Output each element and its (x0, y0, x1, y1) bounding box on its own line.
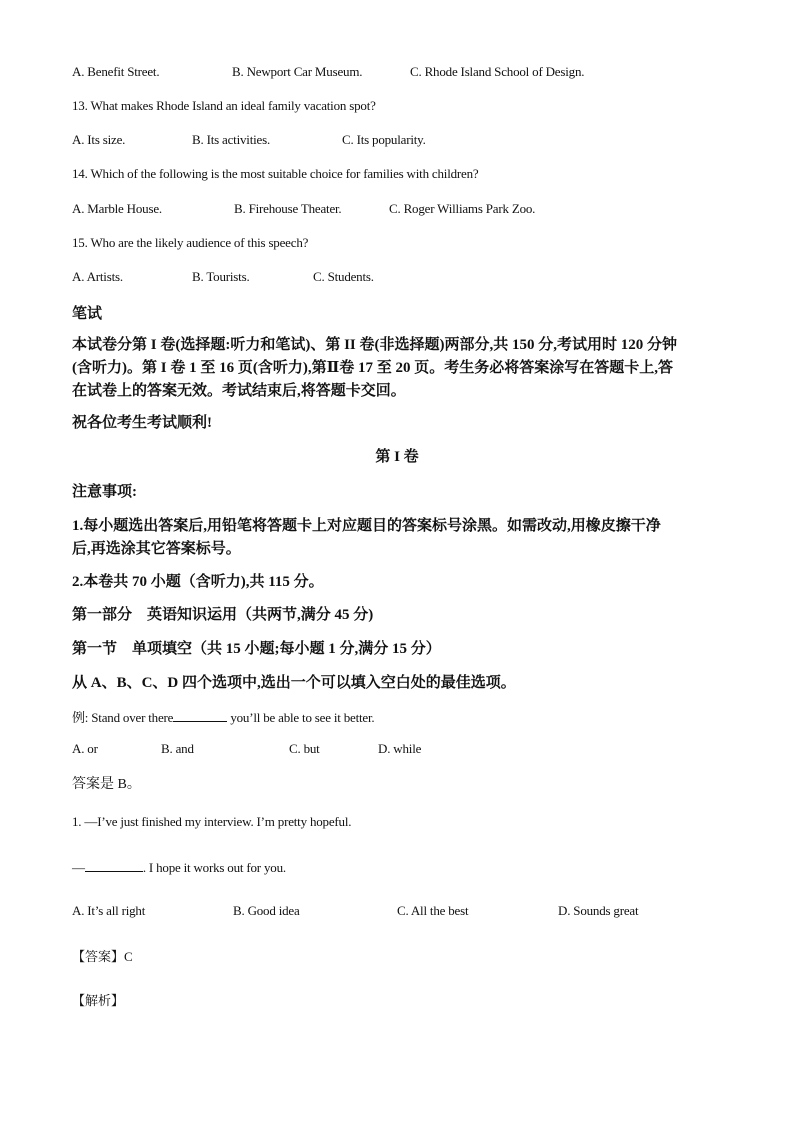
example-option-c: C. but (289, 741, 320, 756)
example-blank (173, 709, 227, 722)
q1-analysis-label: 【解析】 (72, 993, 125, 1008)
q14-option-b: B. Firehouse Theater. (234, 201, 342, 216)
q12-option-c: C. Rhode Island School of Design. (410, 64, 585, 79)
q15-option-a: A. Artists. (72, 269, 123, 284)
example-option-d: D. while (378, 741, 422, 756)
q14-option-a: A. Marble House. (72, 201, 162, 216)
q13-option-c: C. Its popularity. (342, 132, 426, 147)
q14-stem: 14. Which of the following is the most suitable choice for families with children? (72, 166, 479, 181)
notes-title: 注意事项: (72, 484, 137, 500)
part1-section1: 第一节 单项填空（共 15 小题;每小题 1 分,满分 15 分） (72, 641, 441, 657)
example-option-a: A. or (72, 741, 98, 756)
part1-instruction: 从 A、B、C、D 四个选项中,选出一个可以填入空白处的最佳选项。 (72, 675, 516, 691)
written-intro-line-1: 本试卷分第 I 卷(选择题:听力和笔试)、第 II 卷(非选择题)两部分,共 150 分,考试用时 120 分钟 (72, 337, 677, 353)
q12-option-a: A. Benefit Street. (72, 64, 160, 79)
q1-option-b: B. Good idea (233, 903, 300, 918)
written-wish: 祝各位考生考试顺利! (72, 415, 212, 431)
q1-answer-value: C (124, 949, 133, 964)
q1-reply-suffix: . I hope it works out for you. (142, 860, 286, 875)
written-intro-line-2: (含听力)。第 I 卷 1 至 16 页(含听力),第Ⅱ卷 17 至 20 页。考生务必将答案涂写在答题卡上,答 (72, 360, 673, 376)
q12-option-b: B. Newport Car Museum. (232, 64, 363, 79)
written-intro-line-3: 在试卷上的答案无效。考试结束后,将答题卡交回。 (72, 383, 406, 399)
example-option-b: B. and (161, 741, 194, 756)
q13-option-a: A. Its size. (72, 132, 126, 147)
q1-reply-dash: — (72, 860, 85, 875)
written-title: 笔试 (72, 306, 103, 322)
notes-item-1-line-2: 后,再选涂其它答案标号。 (72, 541, 241, 557)
example-suffix: you’ll be able to see it better. (227, 710, 375, 725)
q14-option-c: C. Roger Williams Park Zoo. (389, 201, 536, 216)
notes-item-2: 2.本卷共 70 小题（含听力),共 115 分。 (72, 574, 324, 590)
q1-blank (85, 859, 143, 872)
part1-title: 第一部分 英语知识运用（共两节,满分 45 分) (72, 607, 374, 623)
q1-reply (72, 859, 286, 876)
q15-option-c: C. Students. (313, 269, 374, 284)
example-answer: 答案是 B。 (72, 777, 141, 792)
q1-stem: 1. —I’ve just finished my interview. I’m pretty hopeful. (72, 814, 352, 829)
volume-title: 第 I 卷 (375, 449, 419, 465)
q1-option-a: A. It’s all right (72, 903, 146, 918)
notes-item-1-line-1: 1.每小题选出答案后,用铅笔将答题卡上对应题目的答案标号涂黑。如需改动,用橡皮擦干净 (72, 518, 661, 534)
q15-option-b: B. Tourists. (192, 269, 250, 284)
q13-option-b: B. Its activities. (192, 132, 270, 147)
example-stem (72, 707, 374, 726)
q1-option-c: C. All the best (397, 903, 469, 918)
example-prefix: 例: Stand over there (72, 710, 174, 725)
q13-stem: 13. What makes Rhode Island an ideal family vacation spot? (72, 98, 376, 113)
q1-answer-label: 【答案】 (72, 949, 125, 964)
q15-stem: 15. Who are the likely audience of this speech? (72, 235, 309, 250)
q1-option-d: D. Sounds great (558, 903, 639, 918)
q1-answer (72, 946, 133, 965)
